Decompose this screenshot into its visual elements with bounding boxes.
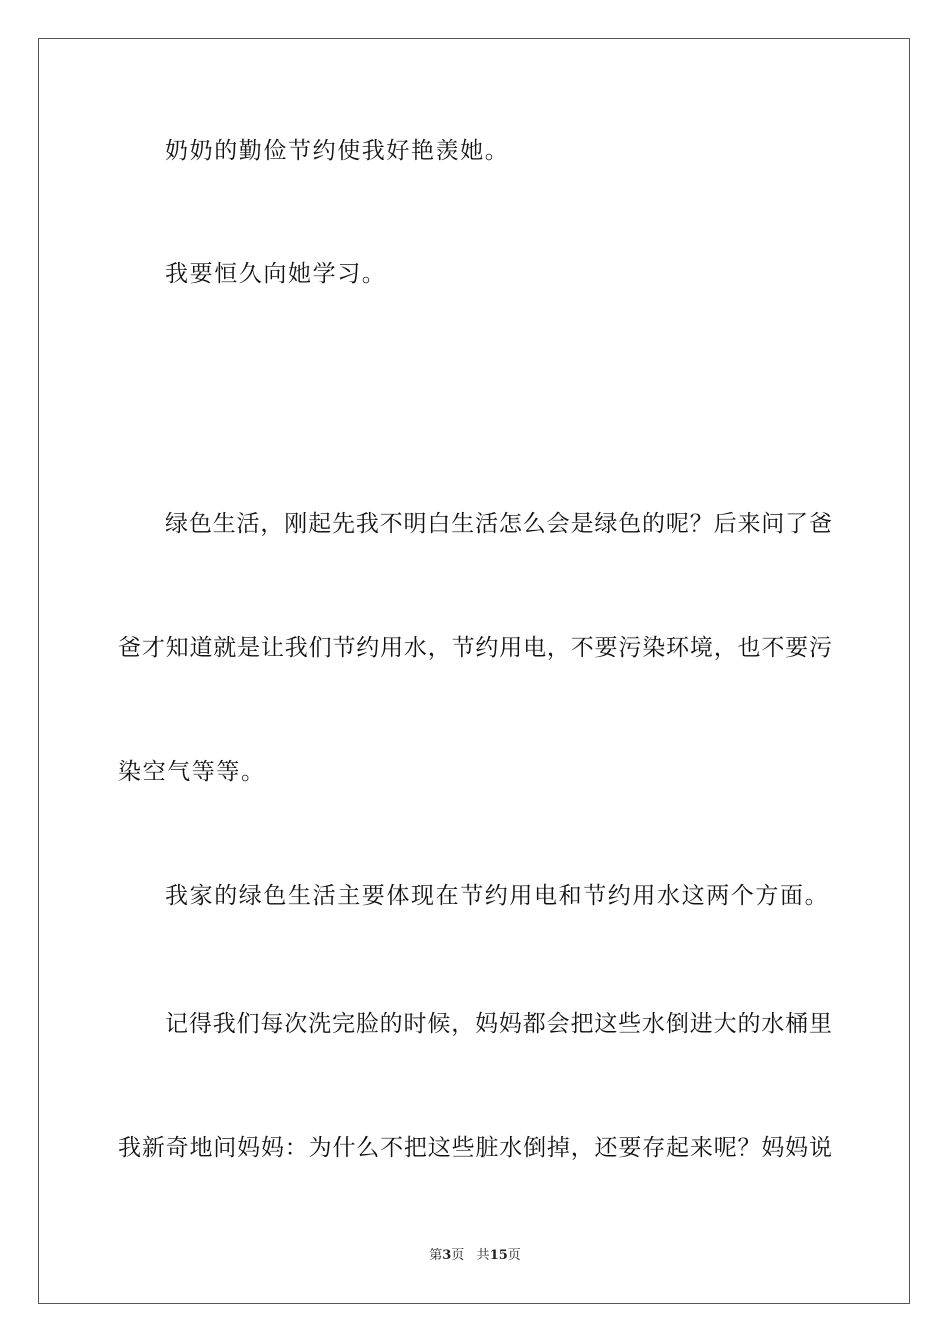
page-suffix: 页 [451, 1248, 465, 1263]
paragraph-line-7: 记得我们每次洗完脸的时候，妈妈都会把这些水倒进大的水桶里 [165, 1011, 832, 1037]
page-frame [38, 38, 910, 1304]
page-number: 3 [442, 1248, 452, 1263]
page-footer [0, 1247, 950, 1265]
paragraph-line-8: 我新奇地问妈妈：为什么不把这些脏水倒掉，还要存起来呢？妈妈说 [118, 1135, 832, 1161]
paragraph-line-2: 我要恒久向她学习。 [165, 261, 387, 287]
page-prefix: 第 [429, 1248, 443, 1263]
paragraph-line-1: 奶奶的勤俭节约使我好艳羡她。 [165, 138, 510, 164]
paragraph-line-4: 爸才知道就是让我们节约用水，节约用电，不要污染环境，也不要污 [118, 635, 832, 661]
total-prefix: 共 [476, 1248, 490, 1263]
total-suffix: 页 [507, 1248, 521, 1263]
paragraph-line-5: 染空气等等。 [118, 759, 266, 785]
total-pages: 15 [489, 1248, 508, 1263]
paragraph-line-3: 绿色生活，刚起先我不明白生活怎么会是绿色的呢？后来问了爸 [165, 511, 832, 537]
paragraph-line-6: 我家的绿色生活主要体现在节约用电和节约用水这两个方面。 [165, 883, 830, 909]
